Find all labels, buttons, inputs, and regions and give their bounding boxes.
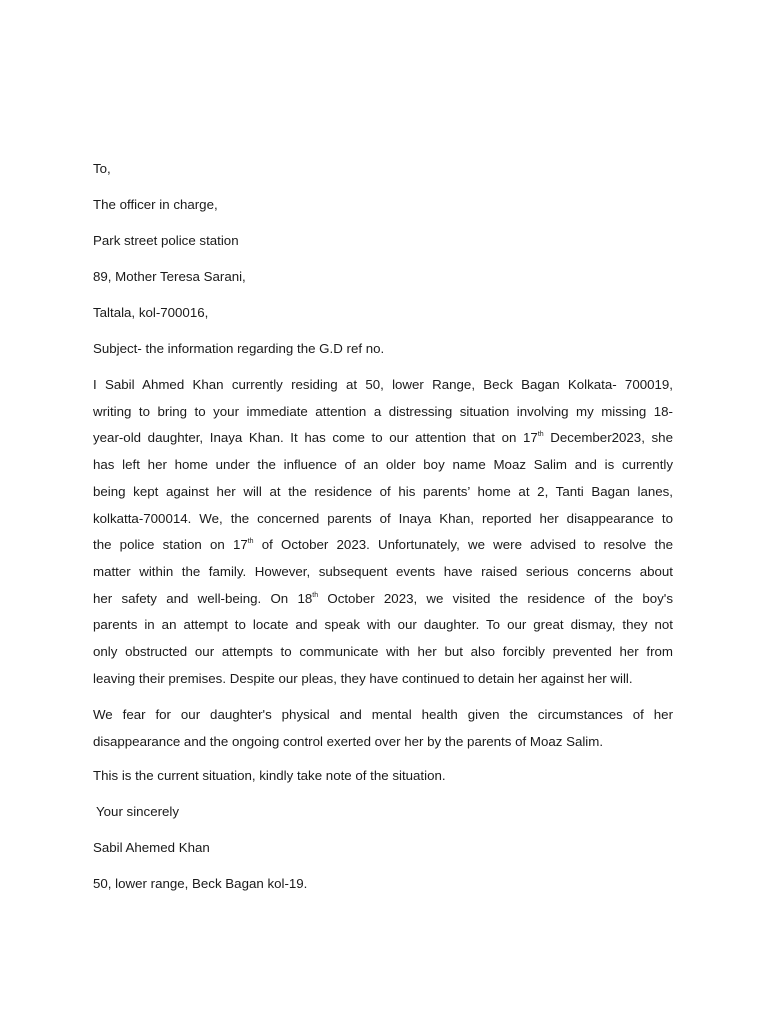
body-paragraph-2	[93, 702, 673, 755]
body1-line: the police station on 17th of October 2023. Unfortunately, we were advised to resolve the	[93, 537, 673, 553]
body-paragraph-1	[93, 372, 673, 692]
body1-line: has left her home under the influence of an older boy name Moaz Salim and is currently	[93, 457, 673, 473]
body1-line: leaving their premises. Despite our pleas, they have continued to detain her against her will.	[93, 670, 633, 686]
body1-line: I Sabil Ahmed Khan currently residing at 50, lower Range, Beck Bagan Kolkata- 700019,	[93, 377, 673, 392]
sender-name: Sabil Ahemed Khan	[93, 839, 210, 855]
ordinal-suffix: th	[247, 538, 254, 546]
subject-line: Subject- the information regarding the G.D ref no.	[93, 341, 385, 356]
body1-line: being kept against her will at the residence of his parents’ home at 2, Tanti Bagan lanes,	[93, 483, 673, 499]
sender-address: 50, lower range, Beck Bagan kol-19.	[93, 875, 308, 891]
recipient-address-line2: Taltala, kol-700016,	[93, 305, 209, 320]
recipient-title: The officer in charge,	[93, 197, 218, 212]
recipient-address-line1: 89, Mother Teresa Sarani,	[93, 269, 246, 284]
salutation: To,	[93, 161, 111, 176]
body1-line: year-old daughter, Inaya Khan. It has come to our attention that on 17th December2023, she	[93, 430, 673, 446]
body1-line: kolkatta-700014. We, the concerned parents of Inaya Khan, reported her disappearance to	[93, 510, 673, 526]
letter-page	[93, 159, 673, 894]
ordinal-suffix: th	[537, 431, 544, 439]
body1-line: her safety and well-being. On 18th October 2023, we visited the residence of the boy's	[93, 590, 673, 606]
body1-line: writing to bring to your immediate attention a distressing situation involving my missing 18-	[93, 403, 673, 419]
body2-line: We fear for our daughter's physical and mental health given the circumstances of her	[93, 707, 673, 723]
closing: Your sincerely	[96, 803, 180, 819]
body1-line: parents in an attempt to locate and speak with our daughter. To our great dismay, they not	[93, 617, 673, 633]
recipient-station: Park street police station	[93, 233, 239, 248]
body2-line: disappearance and the ongoing control exerted over her by the parents of Moaz Salim.	[93, 734, 604, 750]
body1-line: only obstructed our attempts to communicate with her but also forcibly prevented her from	[93, 644, 673, 660]
body-paragraph-3: This is the current situation, kindly take note of the situation.	[93, 767, 446, 783]
body1-line: matter within the family. However, subsequent events have raised serious concerns about	[93, 563, 673, 579]
ordinal-suffix: th	[312, 591, 319, 599]
